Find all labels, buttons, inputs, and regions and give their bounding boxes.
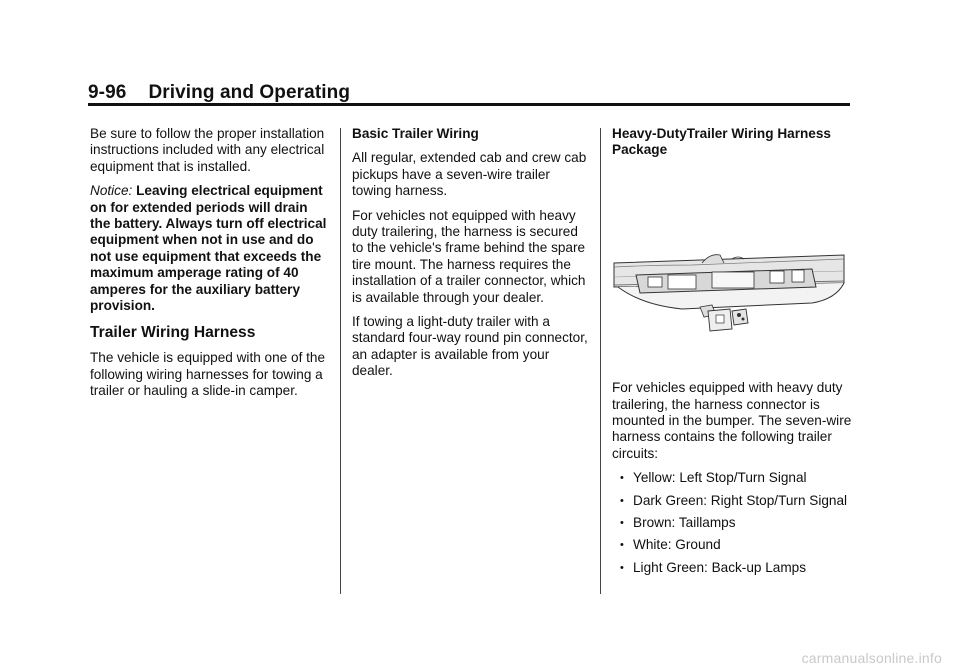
column-2 (352, 126, 592, 388)
heavy-duty-text: For vehicles equipped with heavy duty trailering, the harness connector is mounted in the bumper. The seven-wire harness contains the following trailer circuits: (612, 380, 852, 461)
notice-paragraph (90, 183, 330, 314)
basic-wiring-text-1: All regular, extended cab and crew cab pickups have a seven-wire trailer towing harness. (352, 150, 587, 199)
list-item: • White: Ground (620, 537, 721, 553)
notice-text: Leaving electrical equipment on for extended periods will drain the battery. Always turn off electrical equipment when not in use and do not use equipment that exceeds the maximum amperage rating of 40 amperes for the auxiliary battery provision. (90, 183, 327, 314)
column-1 (90, 126, 330, 408)
notice-label: Notice: (90, 183, 133, 199)
subsection-heading: Heavy-DutyTrailer Wiring Harness Package (612, 126, 831, 158)
column-divider (340, 128, 341, 594)
bullet-icon: • (620, 561, 624, 574)
subsection-heading: Basic Trailer Wiring (352, 126, 479, 141)
list-item: • Dark Green: Right Stop/Turn Signal (620, 492, 848, 508)
column-3 (612, 126, 854, 582)
basic-wiring-text-2: For vehicles not equipped with heavy duty trailering, the harness is secured to the vehicle's frame behind the spare tire mount. The harness requires the installation of a trailer connector, which is available through your dealer. (352, 207, 586, 305)
install-instructions-text: Be sure to follow the proper installation instructions included with any electrical equipment that is installed. (90, 126, 325, 174)
bullet-icon: • (620, 517, 624, 530)
circuit-list (612, 470, 854, 576)
basic-wiring-text-3: If towing a light-duty trailer with a standard four-way round pin connector, an adapter is available from your dealer. (352, 314, 588, 379)
header-rule (88, 103, 850, 106)
bumper-harness-illustration (612, 219, 846, 339)
harness-intro-text: The vehicle is equipped with one of the following wiring harnesses for towing a trailer or hauling a slide-in camper. (90, 350, 326, 399)
list-item: • Brown: Taillamps (620, 515, 736, 531)
header-title (88, 82, 850, 104)
column-divider (600, 128, 601, 594)
bullet-icon: • (620, 539, 624, 552)
list-item: • Yellow: Left Stop/Turn Signal (620, 470, 807, 486)
list-item: • Light Green: Back-up Lamps (620, 559, 807, 575)
section-heading: Trailer Wiring Harness (90, 324, 256, 342)
page-number: 9-96 (88, 82, 127, 103)
bullet-icon: • (620, 472, 624, 485)
section-title: Driving and Operating (148, 82, 351, 103)
watermark: carmanualsonline.info (801, 650, 942, 666)
bullet-icon: • (620, 494, 624, 507)
